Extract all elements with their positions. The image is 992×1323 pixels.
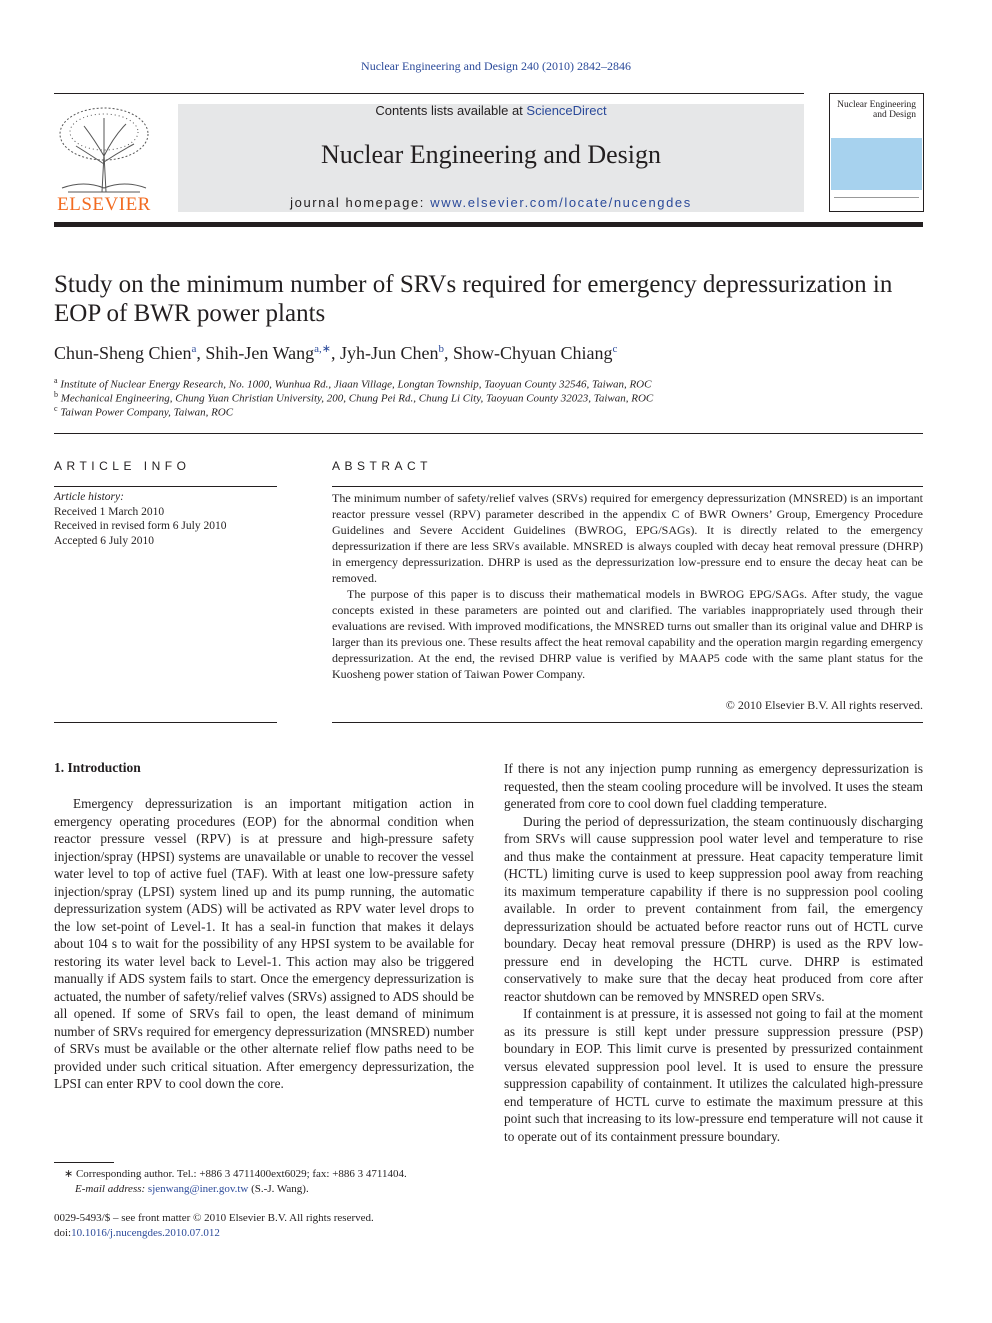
revised-date: Received in revised form 6 July 2010 <box>54 520 227 532</box>
abstract-rule <box>332 486 923 487</box>
homepage-label: journal homepage: <box>290 195 431 210</box>
section-heading-introduction: 1. Introduction <box>54 760 141 775</box>
affiliation-marker: a <box>54 376 58 385</box>
affiliation-text: Institute of Nuclear Energy Research, No. 1000, Wunhua Rd., Jiaan Village, Longtan Township, Taoyuan County 32546, Taiwan, ROC <box>60 378 652 391</box>
body-paragraph: If containment is at pressure, it is assessed not going to fail at the moment as its pressure is still kept under pressure suppression pressure (PSP) boundary in EOP. This limit curve is presented by pressurized containment versus elevated suppression pool level. It is used to ensure the pressure suppression capability of containment. It utilizes the calculated high-pressure end temperature of HCTL curve to estimate the maximum pressure at this point such that increasing to its low-pressure end temperature will not cause it to operate out of its containment pressure boundary. <box>504 1006 923 1144</box>
article-info-rule <box>54 486 277 487</box>
cover-footer <box>834 197 919 208</box>
body-paragraph: Emergency depressurization is an important mitigation action in emergency operating procedures (EOP) for the abnormal condition when reactor pressure vessel (RPV) is at pressure and high-pressure safety injection/spray (HPSI) systems are unavailable or unable to recover the vessel water level to top of active fuel (TAF). With at least one low-pressure safety injection/spray (LPSI) system lined up and its pump running, the automatic depressurization system (ADS) will be activated as RPV water level drops to the low set-point of Level-1. It has a seal-in function that makes it delays about 104 s to wait for the possibility of any HPSI system to be available for restoring its water level back to Level-1. This action may also be triggered manually if ADS system fails to start. Once the emergency depressurization is actuated, the number of safety/relief valves (SRVs) assigned to ADS should be all opened. If some of SRVs fail to open, the least demand of minimum number of SRVs required for emergency depressurization (MNSRED) number of SRVs must be available or the other alternate relief flow paths need to be provided under such critical situation. After emergency depressurization, the LPSI can enter RPV to cool down the core. <box>54 796 474 1091</box>
history-label: Article history: <box>54 491 124 503</box>
affiliation-a <box>54 376 651 391</box>
abstract-copyright: © 2010 Elsevier B.V. All rights reserved. <box>725 698 923 712</box>
abstract-body <box>332 490 923 682</box>
author-list: Chun-Sheng Chien$^a$, Shih-Jen Wang$^{a,∗}$, Jyh-Jun Chen$^b$, Show-Chyuan Chiang$^c$ <box>54 343 618 363</box>
affiliation-marker: c <box>54 404 58 413</box>
article-info-bottom-rule <box>54 722 277 723</box>
email-link[interactable]: sjenwang@iner.gov.tw <box>147 1183 249 1195</box>
abstract-paragraph: The minimum number of safety/relief valves (SRVs) required for emergency depressurization (MNSRED) is an important reactor pressure vessel (RPV) parameter described in the appendix C of BWR Owners’ Group, Emergency Procedure Guidelines and Severe Accident Guidelines (BWROG, EPG/SAGs). It is directly related to the emergency depressurization if there are less SRVs available. MNSRED is always coupled with decay heat removal pressure (DHRP) in emergency depressurization. DHRP is used as the depressurization low-pressure end to ensure the decay heat can be removed. <box>332 491 923 585</box>
abstract-bottom-rule <box>332 722 923 723</box>
cover-title: Nuclear Engineering and Design <box>837 100 916 120</box>
doi-link[interactable]: 10.1016/j.nucengdes.2010.07.012 <box>71 1227 220 1239</box>
footnote-corresponding <box>64 1167 484 1197</box>
body-left-column <box>54 795 474 1093</box>
corresponding-author-note: ∗ Corresponding author. Tel.: +886 3 4711400ext6029; fax: +886 3 4711404. <box>64 1168 407 1180</box>
journal-name: Nuclear Engineering and Design <box>320 140 662 169</box>
email-label: E-mail address: <box>75 1183 148 1195</box>
author-affil-marker[interactable]: a,∗ <box>314 343 331 355</box>
header-thick-rule <box>54 222 923 227</box>
journal-homepage <box>178 195 804 210</box>
contents-line <box>178 103 804 118</box>
accepted-date: Accepted 6 July 2010 <box>54 534 154 547</box>
contents-prefix: Contents lists available at <box>375 103 527 118</box>
author-name: Chun-Sheng Chien <box>54 343 192 363</box>
elsevier-logo <box>54 104 154 216</box>
cover-band <box>831 138 922 190</box>
author-affil-marker[interactable]: a <box>191 343 197 355</box>
publisher-wordmark: ELSEVIER <box>57 194 151 215</box>
homepage-link[interactable]: www.elsevier.com/locate/nucengdes <box>430 195 692 210</box>
author-name: Jyh-Jun Chen <box>339 343 439 363</box>
author-name: Shih-Jen Wang <box>205 343 315 363</box>
tree-icon <box>54 104 154 194</box>
received-date: Received 1 March 2010 <box>54 505 165 518</box>
abstract-paragraph: The purpose of this paper is to discuss their mathematical models in BWROG EPG/SAGs. After study, the vague concepts existed in these parameters are pointed out and clarified. The variables inappropriately used through their evaluations are revised. With improved modifications, the MNSRED turns out smaller than its original value and DHRP is larger than its previous one. These results affect the heat removal capability and the operation margin regarding emergency depressurization. At the end, the revised DHRP value is verified by MAAP5 code with the same plant status for the Kuosheng power station of Taiwan Power Company. <box>332 587 923 681</box>
body-right-column <box>504 760 923 1145</box>
article-history <box>54 490 277 548</box>
affiliation-text: Mechanical Engineering, Chung Yuan Christian University, 200, Chung Pei Rd., Chung Li City, Taoyuan County 32023, Taiwan, ROC <box>60 392 654 405</box>
issn-line: 0029-5493/$ – see front matter © 2010 Elsevier B.V. All rights reserved. <box>54 1212 374 1224</box>
affiliation-b <box>54 390 653 405</box>
footnote-rule <box>54 1162 114 1163</box>
abstract-heading: ABSTRACT <box>332 459 433 473</box>
header-rule <box>54 93 804 94</box>
article-info-heading: ARTICLE INFO <box>54 459 191 473</box>
sciencedirect-link[interactable]: ScienceDirect <box>526 103 607 118</box>
affiliation-marker: b <box>54 390 58 399</box>
journal-cover-thumbnail <box>829 93 924 212</box>
email-suffix: (S.-J. Wang). <box>248 1183 309 1195</box>
body-paragraph: If there is not any injection pump running as emergency depressurization is requested, then the steam cooling procedure will be involved. It uses the steam generated from core to cool down fuel cladding temperature. <box>504 761 923 811</box>
author-affil-marker[interactable]: b <box>438 343 444 355</box>
front-matter <box>54 1211 554 1241</box>
author-name: Show-Chyuan Chiang <box>452 343 613 363</box>
journal-citation[interactable]: Nuclear Engineering and Design 240 (2010) 2842–2846 <box>361 59 631 73</box>
affiliation-rule <box>54 433 923 434</box>
article-title: Study on the minimum number of SRVs required for emergency depressurization in EOP of BWR power plants <box>54 271 893 327</box>
author-affil-marker[interactable]: c <box>612 343 618 355</box>
affiliation-c <box>54 404 233 419</box>
body-paragraph: During the period of depressurization, the steam continuously discharging from SRVs will cause suppression pool water level and temperature to rise and thus make the containment at pressure. Heat capacity temperature limit (HCTL) limiting curve is used to keep suppression pool away from reaching its maximum temperature capability if there is no suppression pool cooling available. In order to prevent containment from fail, the emergency depressurization should be actuated before reactor runs out of HCTL curve boundary. Decay heat removal pressure (DHRP) is used as the RPV low-pressure end in developing the HCTL curve. DHRP is estimated conservatively to make sure that the decay heat produced from core after reactor shutdown can be removed by MNSRED open SRVs. <box>504 813 923 1004</box>
doi-label: doi: <box>54 1227 72 1239</box>
affiliation-text: Taiwan Power Company, Taiwan, ROC <box>60 406 234 419</box>
